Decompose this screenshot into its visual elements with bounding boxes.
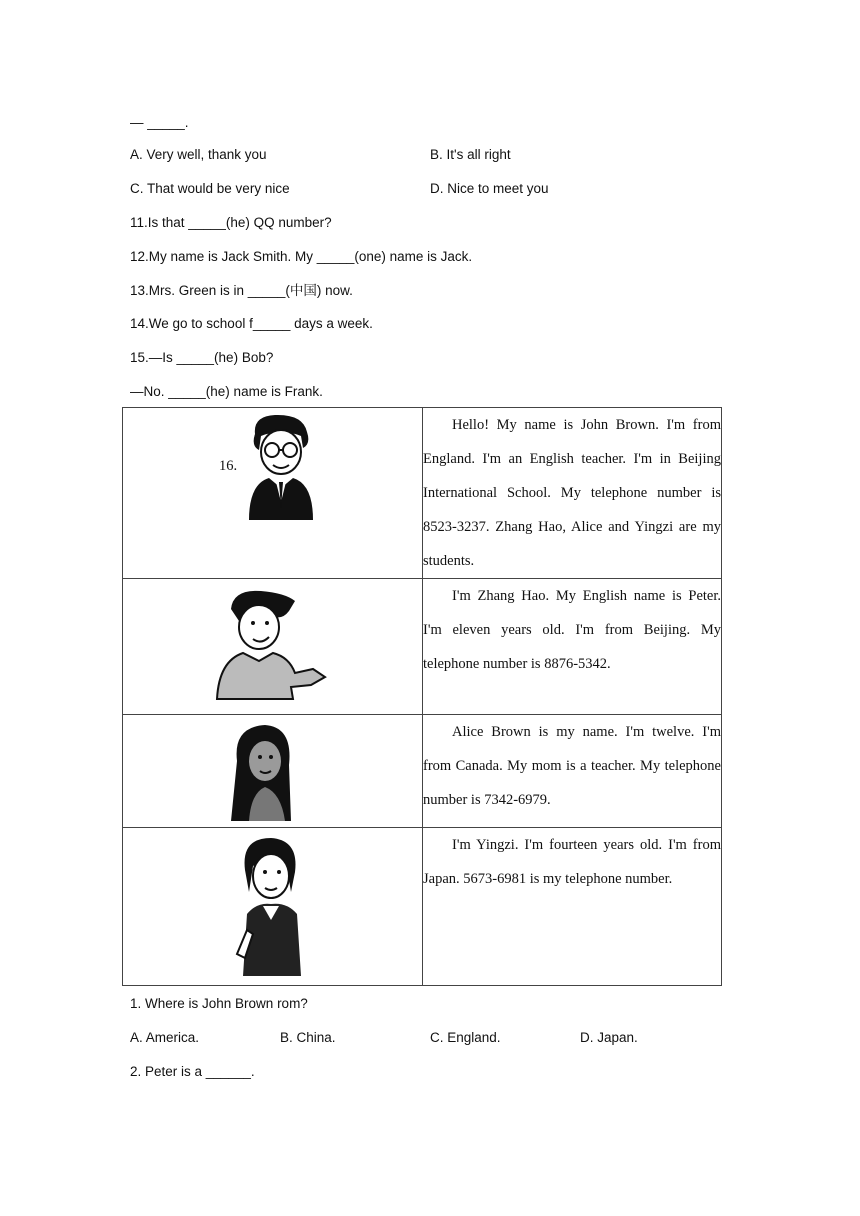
q10-option-b: B. It's all right bbox=[430, 147, 511, 162]
figure-cell bbox=[123, 579, 423, 715]
figure-cell bbox=[123, 408, 423, 579]
teacher-man-glasses-icon bbox=[241, 412, 321, 522]
passage-zhang-hao: I'm Zhang Hao. My English name is Peter. I'm eleven years old. I'm from Beijing. My telephone number is 8876-5342. bbox=[423, 579, 722, 715]
figure-cell bbox=[123, 828, 423, 986]
question-1: 1. Where is John Brown rom? bbox=[130, 996, 308, 1011]
q10-answer-line: — _____. bbox=[130, 115, 189, 130]
boy-waving-icon bbox=[213, 587, 333, 702]
question-2: 2. Peter is a ______. bbox=[130, 1064, 255, 1079]
q1-option-d: D. Japan. bbox=[580, 1030, 638, 1045]
question-12: 12.My name is Jack Smith. My _____(one) name is Jack. bbox=[130, 249, 473, 264]
q10-option-c: C. That would be very nice bbox=[130, 181, 290, 196]
table-row bbox=[123, 828, 722, 986]
figure-cell bbox=[123, 715, 423, 828]
table-row bbox=[123, 715, 722, 828]
question-14: 14.We go to school f_____ days a week. bbox=[130, 316, 373, 331]
question-15-line2: —No. _____(he) name is Frank. bbox=[130, 384, 323, 399]
question-16-number: 16. bbox=[219, 458, 238, 474]
q1-option-b: B. China. bbox=[280, 1030, 336, 1045]
passage-yingzi: I'm Yingzi. I'm fourteen years old. I'm from Japan. 5673-6981 is my telephone number. bbox=[423, 828, 722, 986]
q1-option-c: C. England. bbox=[430, 1030, 501, 1045]
table-row bbox=[123, 579, 722, 715]
q1-option-a: A. America. bbox=[130, 1030, 200, 1045]
q10-option-d: D. Nice to meet you bbox=[430, 181, 549, 196]
q10-option-a: A. Very well, thank you bbox=[130, 147, 267, 162]
passage-alice-brown: Alice Brown is my name. I'm twelve. I'm from Canada. My mom is a teacher. My telephone number is 7342-6979. bbox=[423, 715, 722, 828]
girl-long-hair-icon bbox=[223, 721, 303, 823]
girl-short-hair-icon bbox=[227, 834, 317, 979]
question-15-line1: 15.—Is _____(he) Bob? bbox=[130, 350, 274, 365]
reading-table bbox=[122, 407, 722, 986]
table-row bbox=[123, 408, 722, 579]
question-13: 13.Mrs. Green is in _____(中国) now. bbox=[130, 283, 353, 298]
passage-john-brown: Hello! My name is John Brown. I'm from England. I'm an English teacher. I'm in Beijing International School. My telephone number is 8523-3237. Zhang Hao, Alice and Yingzi are my students. bbox=[423, 408, 722, 579]
question-11: 11.Is that _____(he) QQ number? bbox=[130, 215, 332, 230]
